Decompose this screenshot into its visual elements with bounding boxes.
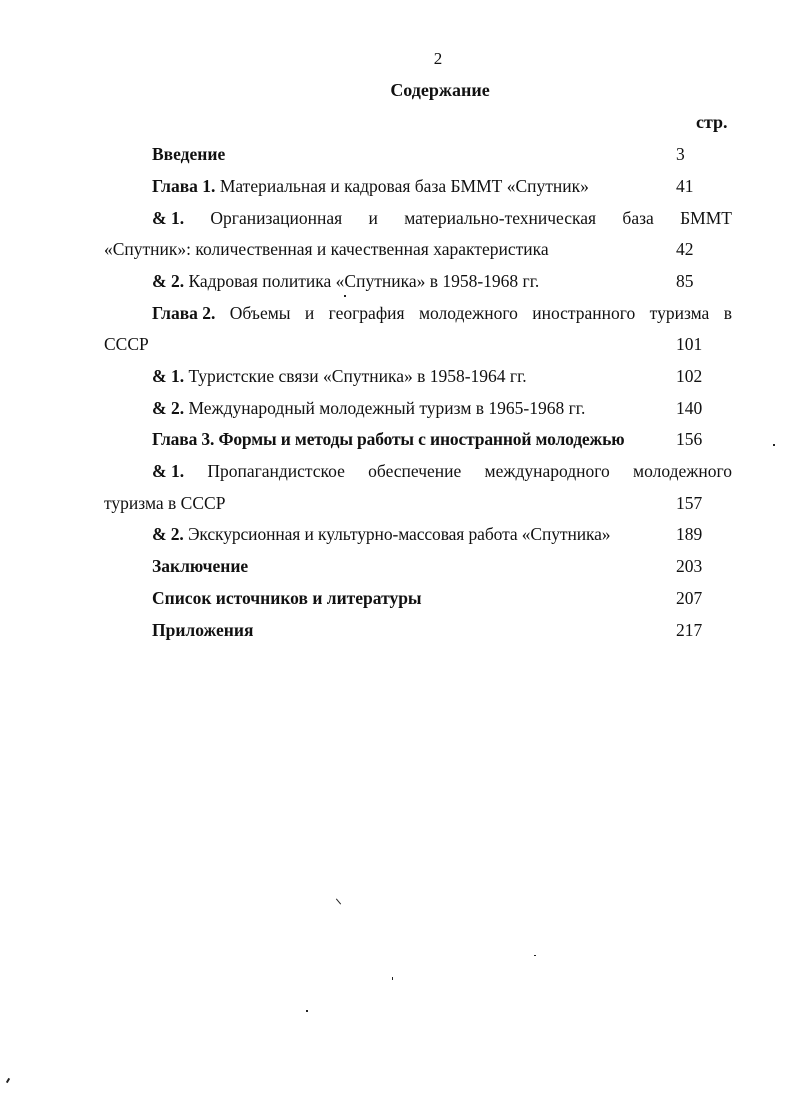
toc-entry-conclusion: Заключение	[152, 556, 249, 576]
toc-entry-text: Экскурсионная и культурно-массовая работа «Спутника»	[187, 524, 611, 544]
toc-word: география	[328, 303, 405, 323]
toc-word: и	[304, 303, 315, 323]
toc-word: иностранного	[532, 303, 636, 323]
toc-word: в	[723, 303, 732, 323]
toc-page-chapter-2-section-2: 140	[676, 398, 703, 418]
toc-entry-chapter-2-section-2	[152, 397, 585, 419]
toc-word: международного	[484, 461, 610, 481]
toc-entry-text: Материальная и кадровая база БММТ «Спутник»	[219, 176, 589, 196]
toc-page-sources: 207	[676, 588, 703, 608]
toc-entry-text: Туристские связи «Спутника» в 1958-1964 гг.	[188, 366, 527, 386]
toc-entry-prefix: & 2.	[152, 398, 185, 418]
toc-entry-introduction: Введение	[152, 144, 226, 164]
page-number: 2	[433, 49, 443, 68]
toc-page-chapter-3: 156	[676, 429, 703, 449]
toc-word: БММТ	[680, 208, 732, 228]
toc-word: Пропагандистское	[207, 461, 345, 481]
toc-entry-prefix: & 2.	[152, 271, 185, 291]
toc-page-appendix: 217	[676, 620, 703, 640]
toc-entry-text: Кадровая политика «Спутника» в 1958-1968 гг.	[188, 271, 540, 291]
toc-entry-chapter-1-section-1-line-2: «Спутник»: количественная и качественная характеристика	[104, 239, 549, 259]
toc-word: молодежного	[418, 303, 518, 323]
toc-page-introduction: 3	[676, 144, 685, 164]
toc-word: туризма	[649, 303, 710, 323]
toc-entry-text: Международный молодежный туризм в 1965-1968 гг.	[188, 398, 586, 418]
toc-entry-chapter-2-section-1	[152, 365, 527, 387]
toc-word: Объемы	[229, 303, 291, 323]
page-title: Содержание	[390, 80, 490, 100]
toc-entry-appendix: Приложения	[152, 620, 254, 640]
toc-entry-chapter-3-section-1-line-1	[152, 460, 732, 482]
toc-word: и	[368, 208, 378, 228]
toc-entry-prefix: & 1.	[152, 461, 185, 481]
toc-word: Организационная	[210, 208, 343, 228]
toc-entry-prefix: Глава 2.	[152, 303, 216, 323]
toc-entry-chapter-1	[152, 175, 589, 197]
toc-word: обеспечение	[368, 461, 462, 481]
toc-entry-chapter-1-section-2	[152, 270, 539, 292]
toc-word: база	[622, 208, 654, 228]
toc-entry-chapter-2-line-1	[152, 302, 732, 324]
toc-entry-chapter-3-section-2	[152, 523, 610, 545]
toc-entry-prefix: & 1.	[152, 366, 185, 386]
toc-page-chapter-3-section-2: 189	[676, 524, 703, 544]
toc-page-chapter-2: 101	[676, 334, 703, 354]
scan-speck	[344, 295, 346, 297]
scan-speck	[392, 977, 393, 980]
toc-entry-chapter-2-line-2: СССР	[104, 334, 149, 354]
scan-speck	[773, 444, 775, 446]
scan-speck	[336, 898, 341, 904]
scan-speck	[6, 1078, 10, 1083]
toc-page-chapter-1-section-2: 85	[676, 271, 694, 291]
toc-page-chapter-3-section-1: 157	[676, 493, 703, 513]
toc-entry-prefix: Глава 1.	[152, 176, 216, 196]
scan-speck	[534, 955, 536, 956]
toc-entry-sources: Список источников и литературы	[152, 588, 422, 608]
pages-column-header: стр.	[696, 112, 728, 132]
toc-page-chapter-1-section-1: 42	[676, 239, 694, 259]
toc-entry-chapter-3: Глава 3. Формы и методы работы с иностранной молодежью	[152, 429, 625, 449]
toc-entry-prefix: & 1.	[152, 208, 185, 228]
toc-page-conclusion: 203	[676, 556, 703, 576]
toc-word: материально-техническая	[404, 208, 597, 228]
toc-entry-prefix: & 2.	[152, 524, 184, 544]
toc-entry-chapter-3-section-1-line-2: туризма в СССР	[104, 493, 226, 513]
toc-page-chapter-1: 41	[676, 176, 694, 196]
scan-speck	[306, 1010, 308, 1012]
toc-entry-chapter-1-section-1-line-1	[152, 207, 732, 229]
toc-word: молодежного	[633, 461, 732, 481]
toc-page-chapter-2-section-1: 102	[676, 366, 703, 386]
